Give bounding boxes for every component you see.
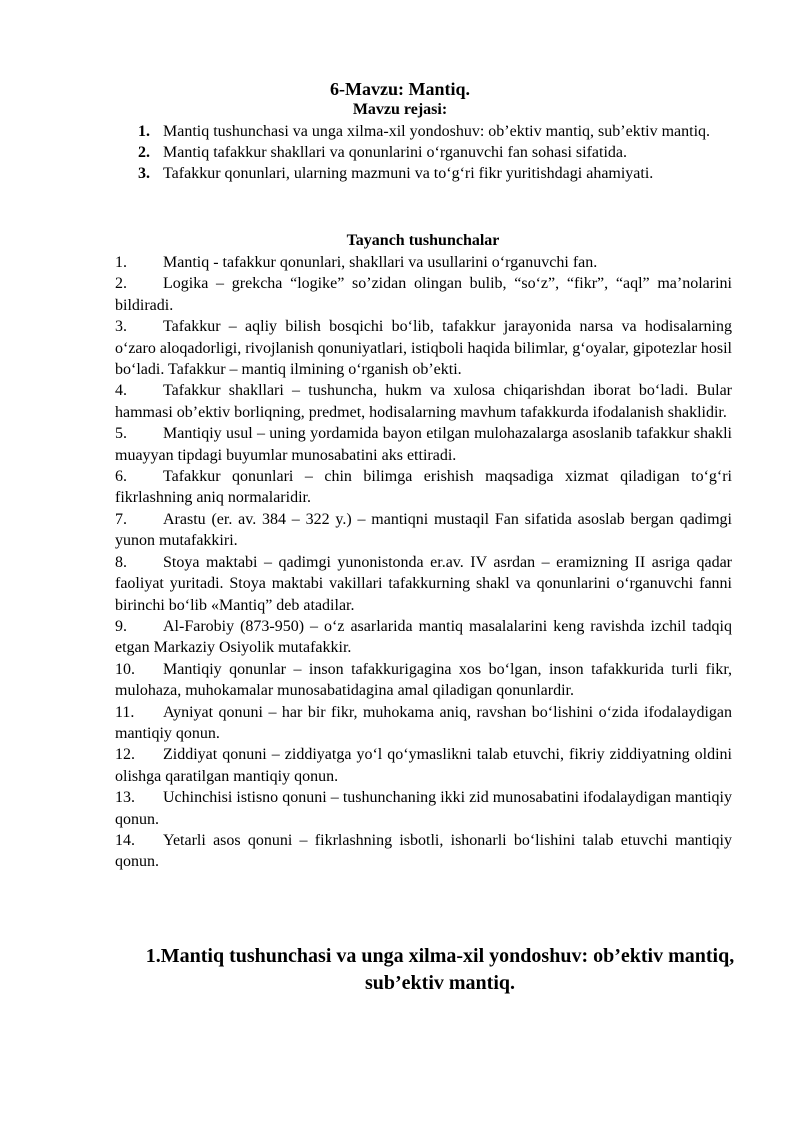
section-heading: 1.Mantiq tushunchasi va unga xilma-xil yondoshuv: ob’ektiv mantiq, sub’ektiv mantiq. [145, 945, 735, 994]
concept-item: 1. Mantiq - tafakkur qonunlari, shakllari va usullarini o‘rganuvchi fan. [115, 254, 598, 271]
key-concepts-list [115, 252, 732, 873]
plan-item: 3. Tafakkur qonunlari, ularning mazmuni va to‘g‘ri fikr yuritishdagi ahamiyati. [138, 165, 654, 182]
concept-item: 7. Arastu (er. av. 384 – 322 y.) – mantiqni mustaqil Fan sifatida asoslab bergan qadimgi yunon mutafakkiri. [115, 510, 732, 550]
concept-item: 12. Ziddiyat qonuni – ziddiyatga yo‘l qo‘ymaslikni talab etuvchi, fikriy ziddiyatning oldini olishga qaratilgan mantiqiy qonun. [115, 746, 732, 785]
concept-item: 10. Mantiqiy qonunlar – inson tafakkurigagina xos bo‘lgan, inson tafakkurida turli fikr, mulohaza, muhokamalar munosabatidagina amal qiladigan qonunlardir. [115, 660, 732, 700]
concept-item: 11. Ayniyat qonuni – har bir fikr, muhokama aniq, ravshan bo‘lishini o‘zida ifodalaydigan mantiqiy qonun. [115, 703, 732, 742]
concept-item: 13. Uchinchisi istisno qonuni – tushunchaning ikki zid munosabatini ifodalaydigan mantiqiy qonun. [115, 789, 732, 828]
topic-title: 6-Mavzu: Mantiq. [330, 79, 470, 99]
plan-heading: Mavzu rejasi: [352, 101, 448, 118]
concept-item: 14. Yetarli asos qonuni – fikrlashning isbotli, ishonarli bo‘lishini talab etuvchi mantiqiy qonun. [115, 831, 732, 871]
plan-list [138, 121, 744, 184]
concept-item: 4. Tafakkur shakllari – tushuncha, hukm va xulosa chiqarishdan iborat bo‘ladi. Bular hammasi ob’ektiv borliqning, predmet, hodisalarning mavhum tafakkurda ifodalanish shaklidir. [115, 382, 732, 421]
concept-item: 3. Tafakkur – aqliy bilish bosqichi bo‘lib, tafakkur jarayonida narsa va hodisalarning o‘zaro aloqadorligi, rivojlanish qonuniyatlari, istiqboli haqida bilimlar, g‘oyalar, gipotezlar hosil bo‘ladi. Tafakkur – mantiq ilmining o‘rganish ob’ekti. [115, 318, 732, 379]
concept-item: 5. Mantiqiy usul – uning yordamida bayon etilgan mulohazalarga asoslanib tafakkur shakli muayyan tipdagi buyumlar munosabatini aks ettiradi. [115, 425, 732, 464]
concept-item: 8. Stoya maktabi – qadimgi yunonistonda er.av. IV asrdan – eramizning II asriga qadar faoliyat yuritadi. Stoya maktabi vakillari tafakkurning shakl va qonunlarini o‘rganuvchi fanni birinchi bo‘lib «Mantiq” deb atadilar. [115, 553, 732, 614]
concept-item: 9. Al-Farobiy (873-950) – o‘z asarlarida mantiq masalalarini keng ravishda izchil tadqiq etgan Markaziy Osiyolik mutafakkir. [115, 617, 732, 657]
plan-item: 2. Mantiq tafakkur shakllari va qonunlarini o‘rganuvchi fan sohasi sifatida. [138, 144, 628, 161]
concept-item: 2. Logika – grekcha “logike” so’zidan olingan bulib, “so‘z”, “fikr”, “aql” ma’nolarini bildiradi. [115, 275, 732, 314]
key-concepts-heading: Tayanch tushunchalar [346, 232, 500, 249]
plan-item: 1. Mantiq tushunchasi va unga xilma-xil yondoshuv: ob’ektiv mantiq, sub’ektiv mantiq. [138, 123, 711, 140]
concept-item: 6. Tafakkur qonunlari – chin bilimga erishish maqsadiga xizmat qiladigan to‘g‘ri fikrlashning aniq normalaridir. [115, 468, 732, 507]
page-title [0, 78, 800, 100]
